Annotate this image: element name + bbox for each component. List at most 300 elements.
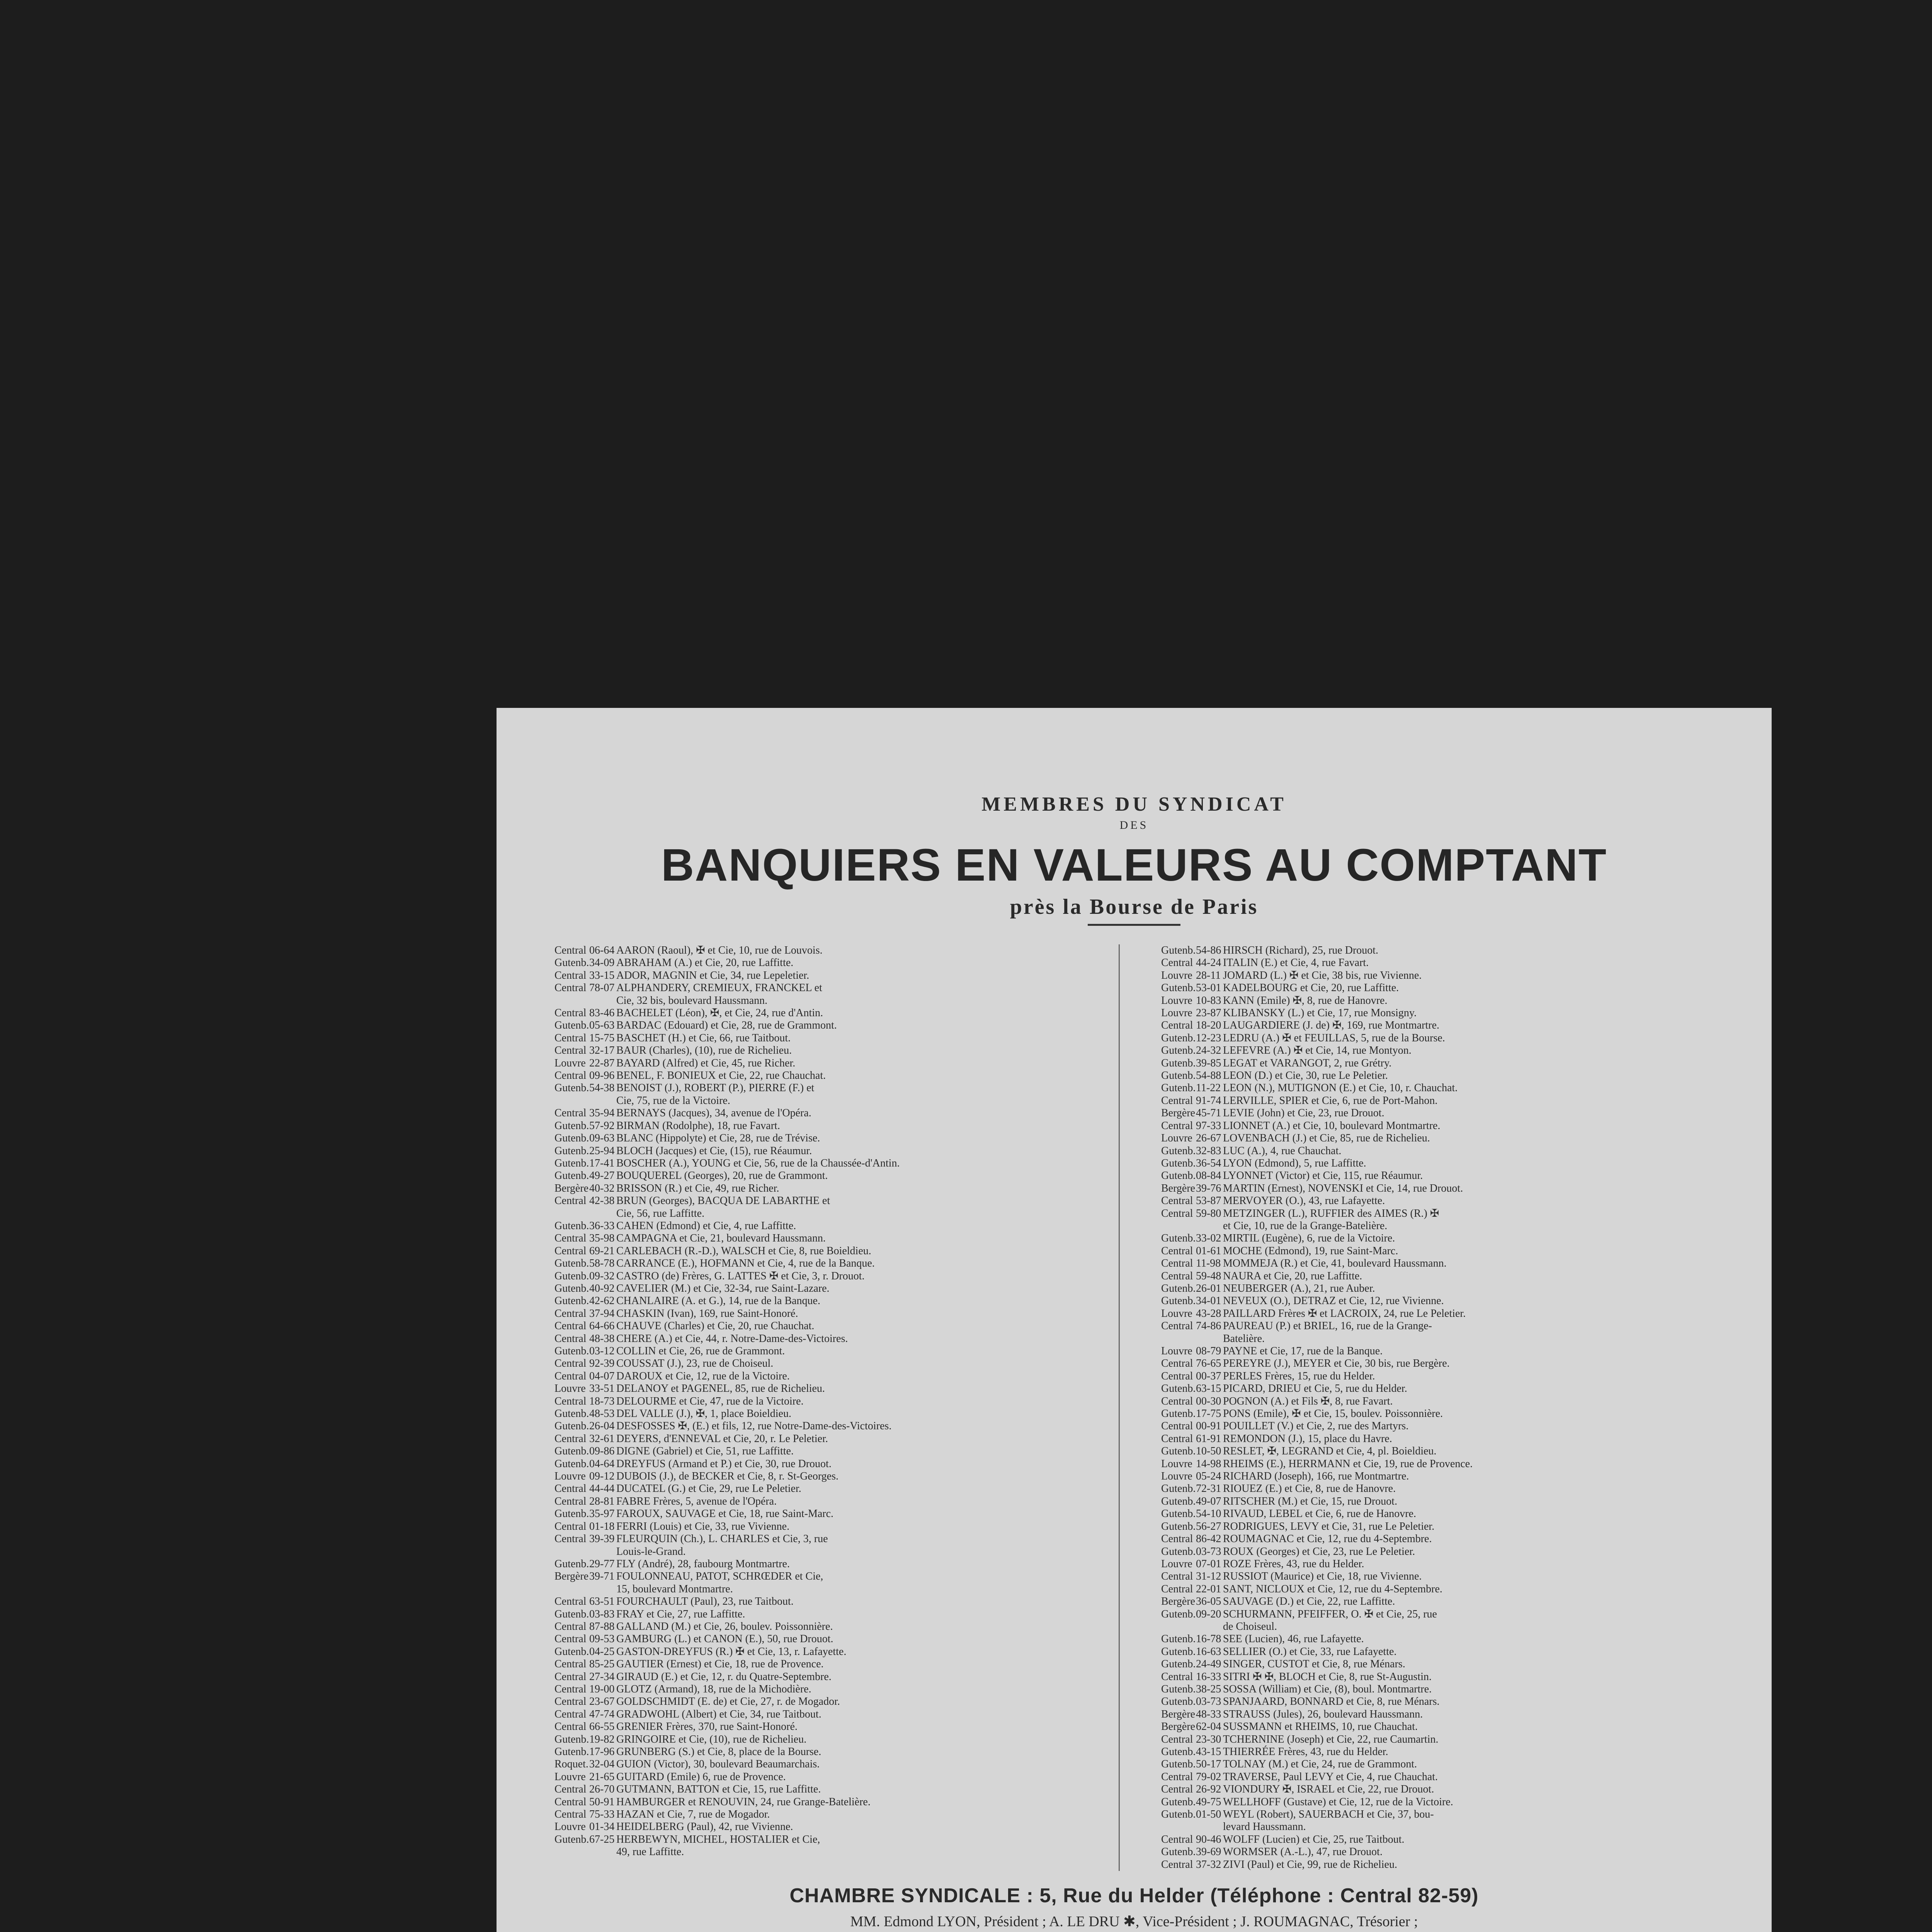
phone-number: 39-39 <box>589 1533 615 1545</box>
exchange-name: Gutenb. <box>554 1458 589 1470</box>
member-entry <box>1161 995 1714 1007</box>
member-name-address: RIVAUD, LEBEL et Cie, 6, rue de Hanovre. <box>1223 1508 1416 1520</box>
member-entry <box>554 1533 1095 1558</box>
member-entry <box>1161 1646 1714 1658</box>
header-line-1: MEMBRES DU SYNDICAT <box>981 793 1287 815</box>
phone-number: 61-91 <box>1196 1432 1221 1445</box>
exchange-name: Gutenb. <box>1161 1746 1196 1758</box>
exchange-name: Gutenb. <box>1161 1157 1196 1169</box>
member-entry <box>554 1320 1095 1332</box>
phone-number: 00-37 <box>1196 1370 1221 1382</box>
phone-number: 01-61 <box>1196 1245 1221 1257</box>
phone-number: 32-61 <box>589 1432 615 1445</box>
member-name-address: CHANLAIRE (A. et G.), 14, rue de la Banque. <box>616 1295 820 1307</box>
exchange-name: Gutenb. <box>554 1157 589 1169</box>
exchange-name: Gutenb. <box>1161 1483 1196 1495</box>
phone-number: 33-15 <box>589 969 615 981</box>
member-entry <box>1161 1257 1714 1270</box>
exchange-name: Central <box>554 1245 587 1257</box>
exchange-name: Central <box>1161 1195 1193 1207</box>
member-name-address: DELANOY et PAGENEL, 85, rue de Richelieu. <box>616 1383 825 1395</box>
member-entry <box>554 1257 1095 1270</box>
member-name-address: DUBOIS (J.), de BECKER et Cie, 8, r. St-Georges. <box>616 1470 838 1483</box>
member-name-address: ITALIN (E.) et Cie, 4, rue Favart. <box>1223 957 1369 969</box>
member-name-address: ROUX (Georges) et Cie, 23, rue Le Peletier. <box>1223 1545 1415 1558</box>
exchange-name: Bergère <box>554 1570 589 1583</box>
phone-number: 15-75 <box>589 1032 615 1044</box>
exchange-name: Louvre <box>1161 1307 1192 1320</box>
phone-number: 21-65 <box>589 1770 615 1783</box>
member-name-address: MOMMEJA (R.) et Cie, 41, boulevard Haussmann. <box>1223 1257 1447 1270</box>
member-name-address: HAZAN et Cie, 7, rue de Mogador. <box>616 1808 770 1821</box>
exchange-name: Central <box>554 1595 587 1608</box>
exchange-name: Gutenb. <box>1161 1608 1196 1620</box>
phone-number: 39-69 <box>1196 1846 1221 1858</box>
exchange-name: Central <box>554 1307 587 1320</box>
exchange-name: Gutenb. <box>1161 1683 1196 1695</box>
phone-number: 44-44 <box>589 1483 615 1495</box>
phone-number: 19-00 <box>589 1683 615 1695</box>
phone-number: 03-73 <box>1196 1696 1221 1708</box>
member-name-address: LYON (Edmond), 5, rue Laffitte. <box>1223 1157 1366 1169</box>
phone-number: 23-30 <box>1196 1733 1221 1745</box>
member-entry <box>1161 1095 1714 1107</box>
member-name-address: FLY (André), 28, faubourg Montmartre. <box>616 1558 790 1570</box>
member-name-address: HAMBURGER et RENOUVIN, 24, rue Grange-Batelière. <box>616 1796 871 1808</box>
phone-number: 26-92 <box>1196 1783 1221 1796</box>
member-name-address: FOURCHAULT (Paul), 23, rue Taitbout. <box>616 1595 794 1608</box>
exchange-name: Louvre <box>1161 1345 1192 1357</box>
member-name-address: BRISSON (R.) et Cie, 49, rue Richer. <box>616 1182 779 1194</box>
member-name-address: SELLIER (O.) et Cie, 33, rue Lafayette. <box>1223 1645 1397 1658</box>
phone-number: 11-22 <box>1196 1082 1221 1094</box>
member-entry <box>554 1383 1095 1395</box>
member-entry <box>554 1420 1095 1432</box>
exchange-name: Louvre <box>1161 1558 1192 1570</box>
member-name-address: GLOTZ (Armand), 18, rue de la Michodière. <box>616 1683 811 1695</box>
member-entry <box>554 1333 1095 1345</box>
member-entry <box>554 1057 1095 1070</box>
phone-number: 59-48 <box>1196 1270 1221 1282</box>
member-name-address: CARLEBACH (R.-D.), WALSCH et Cie, 8, rue Boieldieu. <box>616 1245 871 1257</box>
phone-number: 44-24 <box>1196 957 1221 969</box>
member-name-address: GRENIER Frères, 370, rue Saint-Honoré. <box>616 1721 798 1733</box>
exchange-name: Gutenb. <box>1161 1696 1196 1708</box>
member-name-address: BRUN (Georges), BACQUA DE LABARTHE et Cie, 56, rue Laffitte. <box>616 1195 830 1219</box>
exchange-name: Gutenb. <box>1161 1145 1196 1157</box>
phone-number: 48-38 <box>589 1332 615 1345</box>
member-entry <box>554 1245 1095 1257</box>
member-entry <box>1161 1495 1714 1508</box>
member-name-address: RICHARD (Joseph), 166, rue Montmartre. <box>1223 1470 1409 1483</box>
member-name-address: DEL VALLE (J.), ✠, 1, place Boieldieu. <box>616 1408 791 1420</box>
member-name-address: PICARD, DRIEU et Cie, 5, rue du Helder. <box>1223 1383 1407 1395</box>
member-name-address: BOUQUEREL (Georges), 20, rue de Grammont. <box>616 1170 828 1182</box>
member-entry <box>554 1395 1095 1408</box>
phone-number: 05-24 <box>1196 1470 1221 1483</box>
exchange-name: Louvre <box>1161 1007 1192 1019</box>
member-name-address: RUSSIOT (Maurice) et Cie, 18, rue Vivienne. <box>1223 1570 1422 1583</box>
member-name-address: HIRSCH (Richard), 25, rue Drouot. <box>1223 944 1379 956</box>
member-entry <box>1161 1846 1714 1858</box>
phone-number: 58-78 <box>589 1257 615 1270</box>
phone-number: 08-79 <box>1196 1345 1221 1357</box>
member-name-address: KADELBOURG et Cie, 20, rue Laffitte. <box>1223 982 1399 994</box>
member-name-address: RHEIMS (E.), HERRMANN et Cie, 19, rue de Provence. <box>1223 1458 1473 1470</box>
member-entry <box>554 1007 1095 1019</box>
member-name-address: BIRMAN (Rodolphe), 18, rue Favart. <box>616 1119 780 1132</box>
member-name-address: FOULONNEAU, PATOT, SCHRŒDER et Cie, 15, boulevard Montmartre. <box>616 1570 823 1595</box>
member-name-address: LOVENBACH (J.) et Cie, 85, rue de Richelieu. <box>1223 1132 1430 1145</box>
member-name-address: PONS (Emile), ✠ et Cie, 15, boulev. Poissonnière. <box>1223 1408 1443 1420</box>
phone-number: 86-42 <box>1196 1533 1221 1545</box>
exchange-name: Gutenb. <box>554 1345 589 1357</box>
member-entry <box>1161 944 1714 957</box>
member-entry <box>554 1107 1095 1119</box>
member-name-address: LEON (D.) et Cie, 30, rue Le Peletier. <box>1223 1070 1388 1082</box>
member-name-address: PAILLARD Frères ✠ et LACROIX, 24, rue Le Peletier. <box>1223 1307 1466 1320</box>
phone-number: 75-33 <box>589 1808 615 1821</box>
phone-number: 16-33 <box>1196 1670 1221 1683</box>
phone-number: 00-30 <box>1196 1395 1221 1407</box>
exchange-name: Gutenb. <box>554 1019 589 1032</box>
phone-number: 74-86 <box>1196 1320 1221 1332</box>
member-name-address: DUCATEL (G.) et Cie, 29, rue Le Peletier. <box>616 1483 801 1495</box>
member-entry <box>554 1408 1095 1420</box>
member-name-address: FERRI (Louis) et Cie, 33, rue Vivienne. <box>616 1520 790 1532</box>
member-entry <box>1161 1508 1714 1520</box>
member-name-address: HEIDELBERG (Paul), 42, rue Vivienne. <box>616 1821 793 1833</box>
member-name-address: NEUBERGER (A.), 21, rue Auber. <box>1223 1282 1375 1294</box>
member-name-address: CAMPAGNA et Cie, 21, boulevard Haussmann. <box>616 1232 826 1245</box>
exchange-name: Gutenb. <box>1161 1170 1196 1182</box>
phone-number: 09-20 <box>1196 1608 1221 1620</box>
member-name-address: BLANC (Hippolyte) et Cie, 28, rue de Trévise. <box>616 1132 820 1145</box>
exchange-name: Gutenb. <box>554 957 589 969</box>
exchange-name: Gutenb. <box>554 1295 589 1307</box>
phone-number: 66-55 <box>589 1721 615 1733</box>
member-entry <box>1161 1533 1714 1545</box>
member-entry <box>1161 1783 1714 1796</box>
phone-number: 27-34 <box>589 1670 615 1683</box>
member-entry <box>554 1308 1095 1320</box>
member-entry <box>554 1345 1095 1357</box>
member-entry <box>1161 1546 1714 1558</box>
member-entry <box>1161 1320 1714 1345</box>
member-entry <box>554 1232 1095 1245</box>
exchange-name: Central <box>554 1633 587 1645</box>
member-name-address: GIRAUD (E.) et Cie, 12, r. du Quatre-Septembre. <box>616 1670 832 1683</box>
phone-number: 25-94 <box>589 1145 615 1157</box>
member-entry <box>1161 1658 1714 1670</box>
member-entry <box>1161 1345 1714 1357</box>
member-name-address: WOLFF (Lucien) et Cie, 25, rue Taitbout. <box>1223 1833 1405 1845</box>
exchange-name: Central <box>1161 1583 1193 1595</box>
exchange-name: Gutenb. <box>1161 1508 1196 1520</box>
phone-number: 29-77 <box>589 1558 615 1570</box>
phone-number: 92-39 <box>589 1357 615 1370</box>
member-entry <box>1161 1771 1714 1783</box>
member-name-address: CAHEN (Edmond) et Cie, 4, rue Laffitte. <box>616 1219 796 1232</box>
exchange-name: Bergère <box>1161 1595 1196 1608</box>
member-name-address: SAUVAGE (D.) et Cie, 22, rue Laffitte. <box>1223 1595 1395 1608</box>
member-name-address: BERNAYS (Jacques), 34, avenue de l'Opéra. <box>616 1107 811 1119</box>
exchange-name: Louvre <box>1161 969 1192 981</box>
member-name-address: KLIBANSKY (L.) et Cie, 17, rue Monsigny. <box>1223 1007 1417 1019</box>
member-name-address: LUC (A.), 4, rue Chauchat. <box>1223 1145 1342 1157</box>
phone-number: 03-12 <box>589 1345 615 1357</box>
exchange-name: Louvre <box>554 1383 586 1395</box>
member-name-address: PERLES Frères, 15, rue du Helder. <box>1223 1370 1375 1382</box>
member-name-address: RITSCHER (M.) et Cie, 15, rue Drouot. <box>1223 1495 1398 1507</box>
exchange-name: Central <box>554 1232 587 1245</box>
phone-number: 54-86 <box>1196 944 1221 956</box>
member-name-address: DAROUX et Cie, 12, rue de la Victoire. <box>616 1370 790 1382</box>
exchange-name: Gutenb. <box>1161 1295 1196 1307</box>
exchange-name: Gutenb. <box>554 1420 589 1432</box>
member-entry <box>1161 1120 1714 1132</box>
member-name-address: SPANJAARD, BONNARD et Cie, 8, rue Ménars. <box>1223 1696 1440 1708</box>
exchange-name: Louvre <box>1161 994 1192 1007</box>
member-entry <box>1161 1182 1714 1195</box>
member-name-address: BLOCH (Jacques) et Cie, (15), rue Réaumur. <box>616 1145 812 1157</box>
phone-number: 50-91 <box>589 1796 615 1808</box>
member-name-address: COLLIN et Cie, 26, rue de Grammont. <box>616 1345 785 1357</box>
phone-number: 09-86 <box>589 1445 615 1458</box>
phone-number: 45-71 <box>1196 1107 1221 1119</box>
member-name-address: ADOR, MAGNIN et Cie, 34, rue Lepeletier. <box>616 969 810 981</box>
phone-number: 24-49 <box>1196 1658 1221 1670</box>
exchange-name: Gutenb. <box>1161 1645 1196 1658</box>
phone-number: 49-75 <box>1196 1796 1221 1808</box>
exchange-name: Louvre <box>554 1770 586 1783</box>
member-entry <box>554 1696 1095 1708</box>
exchange-name: Central <box>1161 1245 1193 1257</box>
exchange-name: Gutenb. <box>1161 1520 1196 1532</box>
member-entry <box>1161 969 1714 982</box>
exchange-name: Central <box>554 1683 587 1695</box>
exchange-name: Gutenb. <box>554 1270 589 1282</box>
exchange-name: Central <box>554 1195 587 1207</box>
exchange-name: Gutenb. <box>554 1082 589 1094</box>
exchange-name: Central <box>1161 1357 1193 1370</box>
member-name-address: BENOIST (J.), ROBERT (P.), PIERRE (F.) et Cie, 75, rue de la Victoire. <box>616 1082 815 1107</box>
exchange-name: Central <box>554 1495 587 1507</box>
member-name-address: SITRI ✠ ✠, BLOCH et Cie, 8, rue St-Augustin. <box>1223 1670 1432 1683</box>
member-entry <box>554 1195 1095 1220</box>
phone-number: 50-17 <box>1196 1758 1221 1770</box>
phone-number: 63-15 <box>1196 1383 1221 1395</box>
phone-number: 16-78 <box>1196 1633 1221 1645</box>
member-entry <box>554 1833 1095 1859</box>
phone-number: 04-64 <box>589 1458 615 1470</box>
exchange-name: Central <box>1161 1783 1193 1796</box>
member-name-address: LIONNET (A.) et Cie, 10, boulevard Montmartre. <box>1223 1119 1440 1132</box>
exchange-name: Central <box>1161 1432 1193 1445</box>
phone-number: 79-02 <box>1196 1770 1221 1783</box>
phone-number: 40-92 <box>589 1282 615 1294</box>
exchange-name: Gutenb. <box>1161 982 1196 994</box>
phone-number: 83-46 <box>589 1007 615 1019</box>
member-name-address: DELOURME et Cie, 47, rue de la Victoire. <box>616 1395 804 1407</box>
phone-number: 18-20 <box>1196 1019 1221 1032</box>
member-entry <box>1161 1608 1714 1633</box>
exchange-name: Gutenb. <box>554 1408 589 1420</box>
member-entry <box>1161 1082 1714 1094</box>
member-name-address: REMONDON (J.), 15, place du Havre. <box>1223 1432 1392 1445</box>
exchange-name: Bergère <box>1161 1107 1196 1119</box>
exchange-name: Gutenb. <box>554 1445 589 1458</box>
member-name-address: GRADWOHL (Albert) et Cie, 34, rue Taitbout. <box>616 1708 821 1720</box>
footer-section <box>554 1884 1714 1932</box>
member-entry <box>1161 1859 1714 1871</box>
member-entry <box>1161 1595 1714 1608</box>
member-name-address: CARRANCE (E.), HOFMANN et Cie, 4, rue de la Banque. <box>616 1257 875 1270</box>
member-name-address: DESFOSSES ✠, (E.) et fils, 12, rue Notre-Dame-des-Victoires. <box>616 1420 892 1432</box>
exchange-name: Bergère <box>1161 1182 1196 1194</box>
member-name-address: KANN (Emile) ✠, 8, rue de Hanovre. <box>1223 994 1388 1007</box>
member-entry <box>1161 1245 1714 1257</box>
member-entry <box>1161 1019 1714 1032</box>
member-name-address: ALPHANDERY, CREMIEUX, FRANCKEL et Cie, 32 bis, boulevard Haussmann. <box>616 982 822 1007</box>
member-entry <box>1161 1796 1714 1808</box>
exchange-name: Gutenb. <box>554 1558 589 1570</box>
exchange-name: Central <box>1161 1770 1193 1783</box>
member-name-address: PEREYRE (J.), MEYER et Cie, 30 bis, rue Bergère. <box>1223 1357 1450 1370</box>
member-name-address: LEON (N.), MUTIGNON (E.) et Cie, 10, r. Chauchat. <box>1223 1082 1458 1094</box>
phone-number: 90-46 <box>1196 1833 1221 1845</box>
title-rule <box>1088 924 1180 926</box>
member-name-address: GASTON-DREYFUS (R.) ✠ et Cie, 13, r. Lafayette. <box>616 1645 847 1658</box>
member-name-address: BACHELET (Léon), ✠, et Cie, 24, rue d'Antin. <box>616 1007 823 1019</box>
phone-number: 35-94 <box>589 1107 615 1119</box>
phone-number: 76-65 <box>1196 1357 1221 1370</box>
exchange-name: Gutenb. <box>1161 1495 1196 1507</box>
member-name-address: RIOUEZ (E.) et Cie, 8, rue de Hanovre. <box>1223 1483 1396 1495</box>
phone-number: 10-50 <box>1196 1445 1221 1458</box>
member-name-address: SINGER, CUSTOT et Cie, 8, rue Ménars. <box>1223 1658 1405 1670</box>
exchange-name: Central <box>554 1483 587 1495</box>
exchange-name: Central <box>1161 1094 1193 1107</box>
member-entry <box>554 1520 1095 1533</box>
phone-number: 24-32 <box>1196 1044 1221 1057</box>
phone-number: 37-32 <box>1196 1858 1221 1871</box>
phone-number: 23-67 <box>589 1696 615 1708</box>
phone-number: 05-63 <box>589 1019 615 1032</box>
member-entry <box>1161 1583 1714 1595</box>
member-name-address: MOCHE (Edmond), 19, rue Saint-Marc. <box>1223 1245 1398 1257</box>
exchange-name: Bergère <box>1161 1708 1196 1720</box>
exchange-name: Gutenb. <box>1161 1082 1196 1094</box>
member-name-address: FAROUX, SAUVAGE et Cie, 18, rue Saint-Marc. <box>616 1508 834 1520</box>
member-entry <box>554 1270 1095 1282</box>
member-name-address: POUILLET (V.) et Cie, 2, rue des Martyrs. <box>1223 1420 1409 1432</box>
member-entry <box>554 1357 1095 1370</box>
phone-number: 42-38 <box>589 1195 615 1207</box>
member-name-address: FRAY et Cie, 27, rue Laffitte. <box>616 1608 745 1620</box>
phone-number: 26-04 <box>589 1420 615 1432</box>
exchange-name: Central <box>554 1783 587 1796</box>
member-entry <box>1161 1445 1714 1458</box>
phone-number: 56-27 <box>1196 1520 1221 1532</box>
member-entry <box>1161 1671 1714 1683</box>
chambre-syndicale: CHAMBRE SYNDICALE : 5, Rue du Helder (Téléphone : Central 82-59) <box>789 1884 1479 1907</box>
member-name-address: BOSCHER (A.), YOUNG et Cie, 56, rue de la Chaussée-d'Antin. <box>616 1157 900 1169</box>
exchange-name: Gutenb. <box>554 1170 589 1182</box>
phone-number: 01-34 <box>589 1821 615 1833</box>
member-name-address: BAUR (Charles), (10), rue de Richelieu. <box>616 1044 792 1057</box>
member-name-address: COUSSAT (J.), 23, rue de Choiseul. <box>616 1357 774 1370</box>
member-entry <box>1161 1107 1714 1119</box>
exchange-name: Gutenb. <box>1161 1057 1196 1069</box>
member-name-address: GOLDSCHMIDT (E. de) et Cie, 27, r. de Mogador. <box>616 1696 840 1708</box>
exchange-name: Central <box>1161 1395 1193 1407</box>
phone-number: 28-11 <box>1196 969 1221 981</box>
member-name-address: ROUMAGNAC et Cie, 12, rue du 4-Septembre. <box>1223 1533 1432 1545</box>
member-entry <box>554 1671 1095 1683</box>
exchange-name: Bergère <box>1161 1721 1196 1733</box>
exchange-name: Central <box>554 944 587 956</box>
member-entry <box>1161 1708 1714 1721</box>
member-entry <box>1161 957 1714 969</box>
member-name-address: CAVELIER (M.) et Cie, 32-34, rue Saint-Lazare. <box>616 1282 830 1294</box>
phone-number: 07-01 <box>1196 1558 1221 1570</box>
phone-number: 09-63 <box>589 1132 615 1145</box>
member-entry <box>1161 1733 1714 1746</box>
exchange-name: Gutenb. <box>554 1608 589 1620</box>
member-name-address: METZINGER (L.), RUFFIER des AIMES (R.) ✠ et Cie, 10, rue de la Grange-Batelière. <box>1223 1207 1439 1232</box>
phone-number: 01-18 <box>589 1520 615 1532</box>
exchange-name: Gutenb. <box>1161 1445 1196 1458</box>
phone-number: 42-62 <box>589 1295 615 1307</box>
phone-number: 34-01 <box>1196 1295 1221 1307</box>
member-entry <box>554 1771 1095 1783</box>
phone-number: 32-83 <box>1196 1145 1221 1157</box>
phone-number: 06-64 <box>589 944 615 956</box>
member-name-address: MIRTIL (Eugène), 6, rue de la Victoire. <box>1223 1232 1395 1245</box>
phone-number: 54-88 <box>1196 1070 1221 1082</box>
member-entry <box>1161 1458 1714 1470</box>
exchange-name: Central <box>554 1696 587 1708</box>
phone-number: 10-83 <box>1196 994 1221 1007</box>
exchange-name: Central <box>1161 1370 1193 1382</box>
member-entry <box>554 1495 1095 1508</box>
phone-number: 67-25 <box>589 1833 615 1845</box>
phone-number: 18-73 <box>589 1395 615 1407</box>
member-entry <box>554 1621 1095 1633</box>
member-name-address: ZIVI (Paul) et Cie, 99, rue de Richelieu. <box>1223 1858 1397 1871</box>
member-entry <box>554 1433 1095 1445</box>
member-name-address: SOSSA (William) et Cie, (8), boul. Montmartre. <box>1223 1683 1432 1695</box>
member-entry <box>1161 1383 1714 1395</box>
member-name-address: TCHERNINE (Joseph) et Cie, 22, rue Caumartin. <box>1223 1733 1439 1745</box>
phone-number: 85-25 <box>589 1658 615 1670</box>
exchange-name: Central <box>554 1044 587 1057</box>
member-entry <box>554 1445 1095 1458</box>
member-entry <box>1161 1132 1714 1145</box>
exchange-name: Central <box>554 1520 587 1532</box>
member-entry <box>554 1070 1095 1082</box>
exchange-name: Louvre <box>554 1821 586 1833</box>
phone-number: 03-73 <box>1196 1545 1221 1558</box>
phone-number: 35-98 <box>589 1232 615 1245</box>
phone-number: 57-92 <box>589 1119 615 1132</box>
document-subtitle: près la Bourse de Paris <box>1010 895 1259 919</box>
phone-number: 12-23 <box>1196 1032 1221 1044</box>
phone-number: 38-25 <box>1196 1683 1221 1695</box>
phone-number: 78-07 <box>589 982 615 994</box>
phone-number: 34-09 <box>589 957 615 969</box>
